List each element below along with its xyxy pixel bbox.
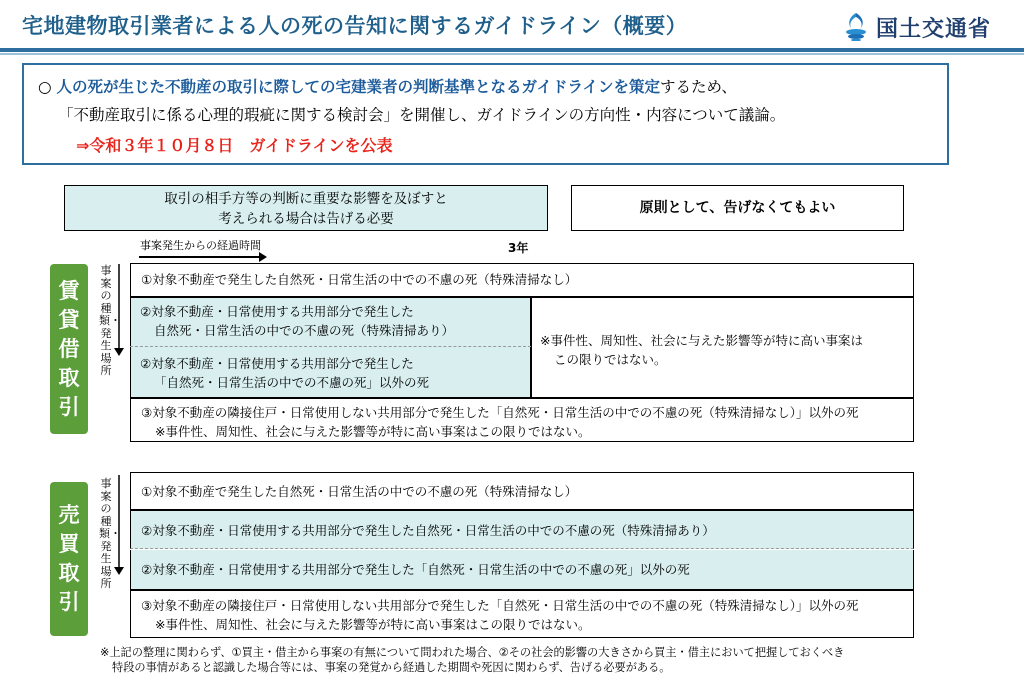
rental-row-4 — [130, 398, 914, 442]
rental-row-4-text — [141, 403, 858, 441]
tag-char: 賃 — [58, 278, 80, 303]
rental-exception-line-2: この限りではない。 — [554, 352, 667, 367]
rental-row-1 — [130, 263, 914, 297]
rental-row-3-text — [140, 354, 429, 392]
rental-exception-line-1: ※事件性、周知性、社会に与えた影響等が特に高い事案は — [540, 333, 863, 348]
sale-row-2-text: ②対象不動産・日常使用する共用部分で発生した自然死・日常生活の中での不慮の死（特殊清掃あり） — [141, 523, 715, 538]
sale-row-1-text: ①対象不動産で発生した自然死・日常生活の中での不慮の死（特殊清掃なし） — [141, 484, 578, 499]
rental-exception-note — [531, 297, 914, 398]
mlit-logo-icon — [843, 11, 869, 41]
case-type-axis-label: 事案の種類・発生場所 — [99, 264, 121, 377]
sale-row-4-text — [141, 596, 858, 634]
tag-char: 借 — [58, 336, 80, 361]
legend-must-notify — [64, 185, 548, 231]
tag-char: 引 — [58, 394, 80, 419]
tag-char: 買 — [58, 532, 80, 556]
tag-char: 貸 — [58, 307, 80, 332]
rental-row-1-text: ①対象不動産で発生した自然死・日常生活の中での不慮の死（特殊清掃なし） — [141, 272, 578, 287]
sale-row-2 — [130, 510, 914, 549]
sale-row-1 — [130, 472, 914, 510]
case-type-axis-label: 事案の種類・発生場所 — [99, 477, 121, 590]
rental-row-4-line-1: ③対象不動産の隣接住戸・日常使用しない共用部分で発生した「自然死・日常生活の中での不慮の死（特殊清掃なし）」以外の死 — [141, 405, 859, 420]
three-years-label: 3年 — [508, 241, 529, 255]
tag-char: 売 — [58, 503, 80, 527]
rental-row-4-line-2: ※事件性、周知性、社会に与えた影響等が特に高い事案はこの限りではない。 — [155, 424, 591, 439]
page-title: 宅地建物取引業者による人の死の告知に関するガイドライン（概要） — [22, 14, 688, 38]
sale-row-3 — [130, 550, 914, 590]
sale-transaction-tag — [50, 482, 88, 636]
rental-row-3-line-1: ②対象不動産・日常使用する共用部分で発生した — [140, 356, 414, 371]
bullet: ○ — [38, 78, 52, 96]
rental-row-2 — [130, 297, 531, 347]
tag-char: 取 — [58, 365, 80, 390]
elapsed-time-label: 事案発生からの経過時間 — [140, 239, 261, 252]
rental-row-3-line-2: 「自然死・日常生活の中での不慮の死」以外の死 — [154, 375, 430, 390]
header-divider — [0, 48, 1024, 52]
ministry-name: 国土交通省 — [876, 17, 992, 42]
rental-row-2-text — [140, 302, 454, 340]
legend-not-required: 原則として、告げなくてもよい — [571, 185, 904, 231]
sale-row-4-line-1: ③対象不動産の隣接住戸・日常使用しない共用部分で発生した「自然死・日常生活の中での不慮の死（特殊清掃なし）」以外の死 — [141, 598, 859, 613]
right-arrow-icon — [139, 252, 267, 262]
header-divider-light — [0, 53, 1024, 55]
legend-must-notify-line-1: 取引の相手方等の判断に重要な影響を及ぼすと — [164, 191, 448, 207]
summary-line-1-rest: するため、 — [660, 78, 737, 96]
summary-box — [22, 63, 949, 165]
summary-line-2: 「不動産取引に係る心理的瑕疵に関する検討会」を開催し、ガイドラインの方向性・内容について議論。 — [58, 106, 786, 124]
summary-line-1 — [38, 75, 737, 97]
rental-row-3 — [130, 348, 531, 398]
tag-char: 引 — [58, 590, 80, 614]
rental-transaction-tag — [50, 264, 88, 434]
summary-publication-date: ⇒令和３年１０月８日 ガイドラインを公表 — [76, 136, 393, 155]
tag-char: 取 — [58, 561, 80, 585]
sale-row-3-text: ②対象不動産・日常使用する共用部分で発生した「自然死・日常生活の中での不慮の死」以外の死 — [141, 562, 690, 577]
summary-emphasis: 人の死が生じた不動産の取引に際しての宅建業者の判断基準となるガイドラインを策定 — [56, 78, 661, 96]
sale-row-4-line-2: ※事件性、周知性、社会に与えた影響等が特に高い事案はこの限りではない。 — [155, 617, 591, 632]
sale-row-4 — [130, 590, 914, 638]
down-arrow-icon — [114, 475, 124, 575]
down-arrow-icon — [114, 264, 124, 356]
footnote-line-1: ※上記の整理に関わらず、①買主・借主から事案の有無について問われた場合、②その社会的影響の大きさから買主・借主において把握しておくべき — [100, 646, 845, 659]
legend-must-notify-line-2: 考えられる場合は告げる必要 — [218, 211, 394, 227]
rental-row-2-line-1: ②対象不動産・日常使用する共用部分で発生した — [140, 304, 414, 319]
footnote-line-2: 特段の事情があると認識した場合等には、事案の発覚から経過した期間や死因に関わらず、告げる必要がある。 — [112, 661, 671, 674]
rental-row-2-line-2: 自然死・日常生活の中での不慮の死（特殊清掃あり） — [154, 323, 455, 338]
rental-exception-text — [540, 331, 863, 369]
footnote — [100, 645, 844, 675]
